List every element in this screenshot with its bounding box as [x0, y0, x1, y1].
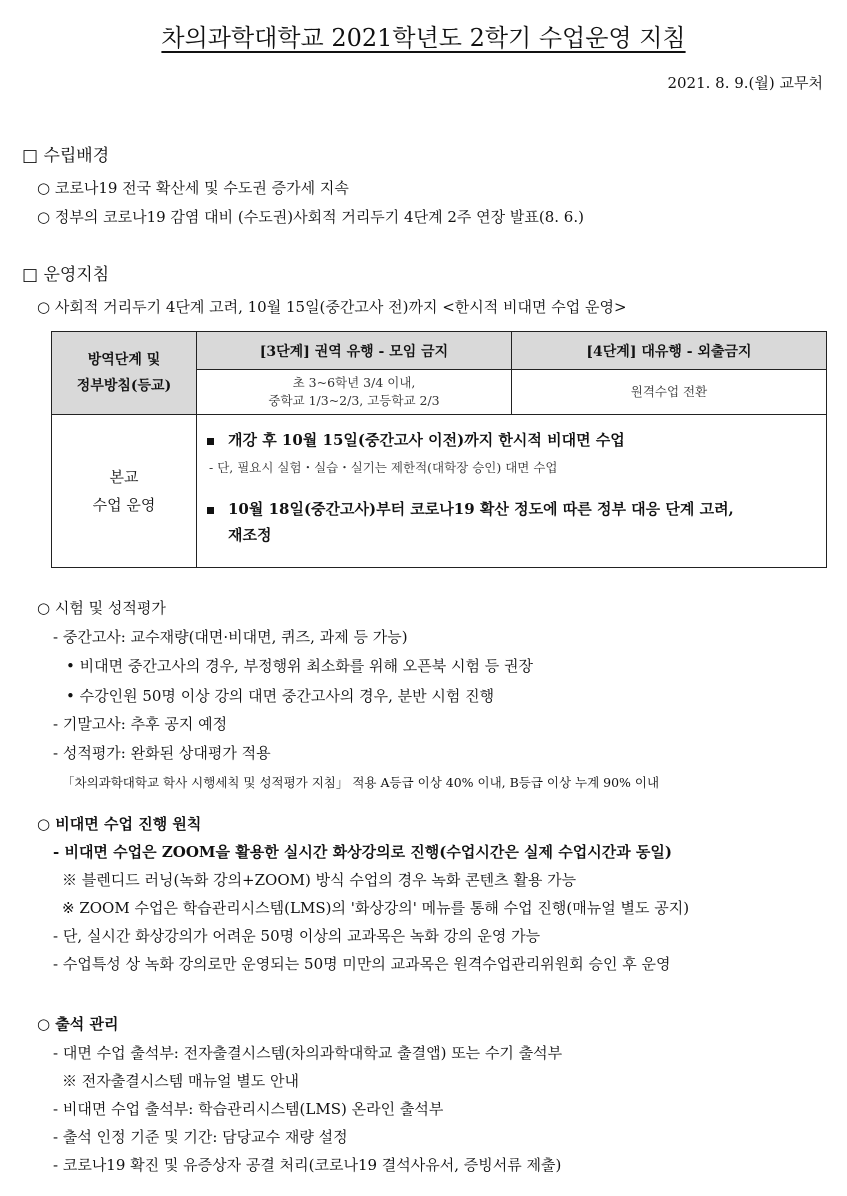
stage3-detail — [197, 370, 512, 415]
square-bullet-icon — [207, 438, 214, 445]
guidelines-heading: □ 운영지침 — [22, 265, 110, 285]
attendance-item-4: - 코로나19 확진 및 유증상자 공결 처리(코로나19 결석사유서, 증빙서류 제출) — [53, 1156, 562, 1174]
policy-table — [51, 331, 827, 568]
online-item-1: - 비대면 수업은 ZOOM을 활용한 실시간 화상강의로 진행(수업시간은 실제 수업시간과 동일) — [53, 843, 672, 861]
attendance-heading: ○ 출석 관리 — [37, 1015, 119, 1033]
exam-midterm-sub-2: • 수강인원 50명 이상 강의 대면 중간고사의 경우, 분반 시험 진행 — [66, 687, 495, 705]
issue-date: 2021. 8. 9.(월) 교무처 — [667, 74, 823, 92]
online-note-1: ※ 블렌디드 러닝(녹화 강의+ZOOM) 방식 수업의 경우 녹화 콘텐츠 활용 가능 — [62, 871, 577, 889]
exam-midterm-sub-1: • 비대면 중간고사의 경우, 부정행위 최소화를 위해 오픈북 시험 등 권장 — [66, 657, 534, 675]
exam-grading-note: 「차의과학대학교 학사 시행세칙 및 성적평가 지침」 적용 A등급 이상 40% 이내, B등급 이상 누계 90% 이내 — [62, 775, 660, 790]
stage3-detail-line-1: 초 3~6학년 3/4 이내, — [292, 375, 416, 390]
operation-bullet-2 — [207, 498, 734, 519]
exam-final: - 기말고사: 추후 공지 예정 — [53, 715, 228, 733]
operation-bullet-2-cont: 재조정 — [228, 526, 272, 544]
school-operation-label — [52, 415, 197, 568]
exam-heading: ○ 시험 및 성적평가 — [37, 599, 166, 617]
exam-midterm: - 중간고사: 교수재량(대면·비대면, 퀴즈, 과제 등 가능) — [53, 628, 408, 646]
guidelines-intro: ○ 사회적 거리두기 4단계 고려, 10월 15일(중간고사 전)까지 <한시적 비대면 수업 운영> — [37, 298, 627, 316]
page-title: 차의과학대학교 2021학년도 2학기 수업운영 지침 — [161, 24, 686, 52]
square-bullet-icon — [207, 507, 214, 514]
table-header-left — [52, 332, 197, 415]
school-operation-content — [197, 415, 827, 568]
attendance-item-3: - 출석 인정 기준 및 기간: 담당교수 재량 설정 — [53, 1128, 348, 1146]
online-note-2: ※ ZOOM 수업은 학습관리시스템(LMS)의 '화상강의' 메뉴를 통해 수업 진행(매뉴얼 별도 공지) — [62, 899, 690, 917]
left-header-line-1: 방역단계 및 — [87, 352, 161, 368]
attendance-item-2: - 비대면 수업 출석부: 학습관리시스템(LMS) 온라인 출석부 — [53, 1100, 444, 1118]
operation-bullet-1-text: 개강 후 10월 15일(중간고사 이전)까지 한시적 비대면 수업 — [228, 431, 625, 449]
background-item-1: ○ 코로나19 전국 확산세 및 수도권 증가세 지속 — [37, 179, 349, 197]
operation-bullet-1-note: - 단, 필요시 실험・실습・실기는 제한적(대학장 승인) 대면 수업 — [209, 460, 558, 475]
online-heading: ○ 비대면 수업 진행 원칙 — [37, 815, 202, 833]
attendance-note-1: ※ 전자출결시스템 매뉴얼 별도 안내 — [62, 1072, 299, 1090]
online-item-3: - 수업특성 상 녹화 강의로만 운영되는 50명 미만의 교과목은 원격수업관리위원회 승인 후 운영 — [53, 955, 671, 973]
operation-bullet-2-text: 10월 18일(중간고사)부터 코로나19 확산 정도에 따른 정부 대응 단계 고려, — [228, 500, 734, 518]
background-heading: □ 수립배경 — [22, 146, 110, 166]
school-operation-line-1: 본교 — [109, 468, 139, 486]
school-operation-line-2: 수업 운영 — [92, 496, 156, 514]
stage3-title: [3단계] 권역 유행 - 모임 금지 — [197, 332, 512, 370]
left-header-line-2: 정부방침(등교) — [76, 378, 172, 394]
exam-grading: - 성적평가: 완화된 상대평가 적용 — [53, 744, 271, 762]
attendance-item-1: - 대면 수업 출석부: 전자출결시스템(차의과학대학교 출결앱) 또는 수기 출석부 — [53, 1044, 563, 1062]
online-item-2: - 단, 실시간 화상강의가 어려운 50명 이상의 교과목은 녹화 강의 운영 가능 — [53, 927, 541, 945]
stage4-title: [4단계] 대유행 - 외출금지 — [512, 332, 827, 370]
operation-bullet-1 — [207, 429, 625, 450]
background-item-2: ○ 정부의 코로나19 감염 대비 (수도권)사회적 거리두기 4단계 2주 연장 발표(8. 6.) — [37, 208, 584, 226]
stage4-detail: 원격수업 전환 — [512, 370, 827, 415]
stage3-detail-line-2: 중학교 1/3~2/3, 고등학교 2/3 — [268, 393, 440, 408]
